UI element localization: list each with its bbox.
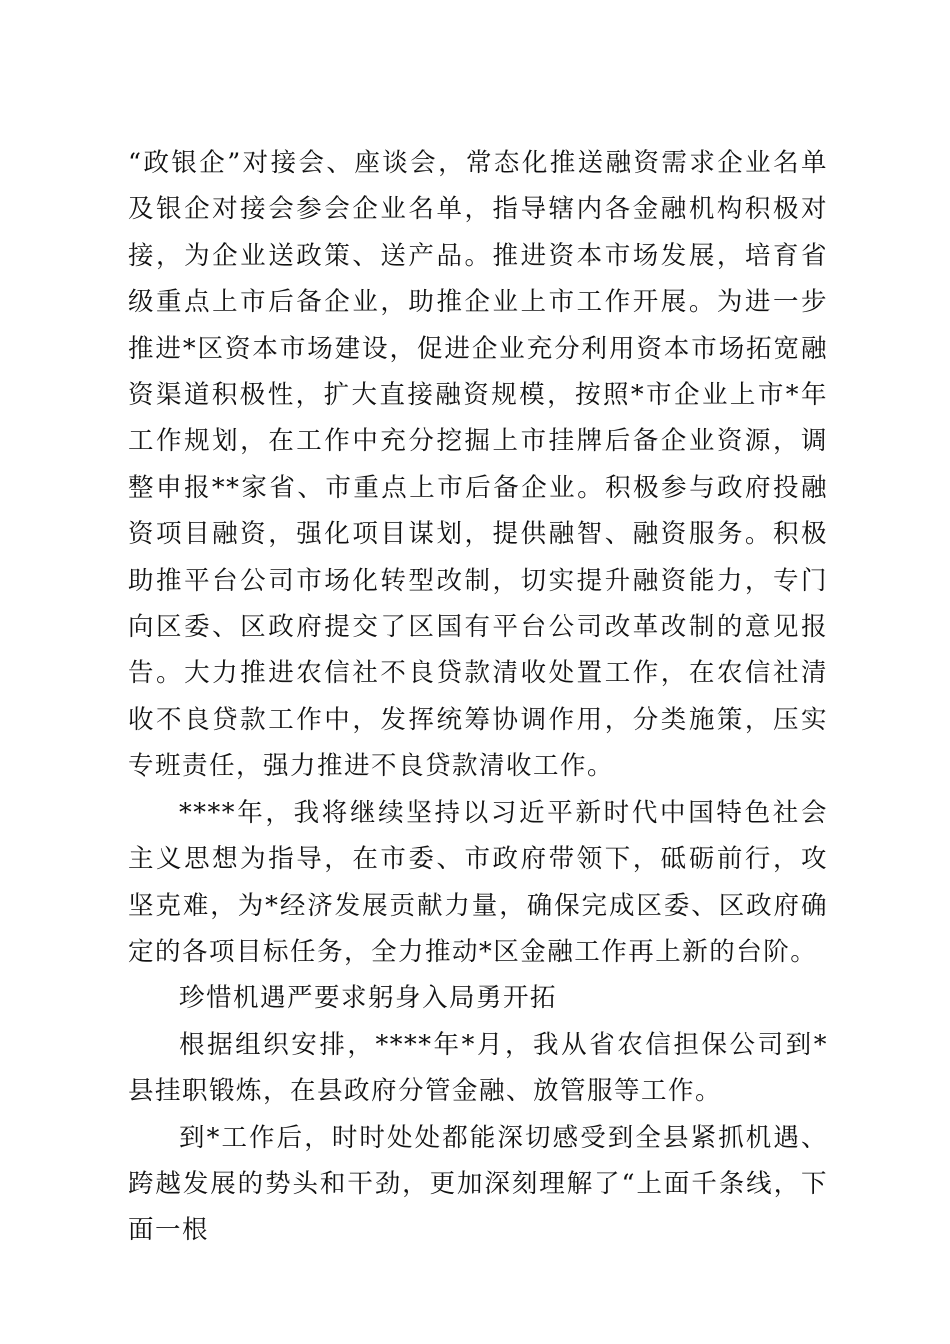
section-heading: 珍惜机遇严要求躬身入局勇开拓	[179, 983, 558, 1014]
document-body	[128, 140, 828, 1254]
paragraph-assignment: 根据组织安排，****年*月，我从省农信担保公司到*县挂职锻炼，在县政府分管金融、放管服等工作。	[128, 1029, 828, 1107]
paragraph-experience: 到*工作后，时时处处都能深切感受到全县紧抓机遇、跨越发展的势头和干劲，更加深刻理解了“上面千条线，下面一根	[128, 1122, 828, 1246]
paragraph-continued: “政银企”对接会、座谈会，常态化推送融资需求企业名单及银企对接会参会企业名单，指导辖内各金融机构积极对接，为企业送政策、送产品。推进资本市场发展，培育省级重点上市后备企业，助推企业上市工作开展。为进一步推进*区资本市场建设，促进企业充分利用资本市场拓宽融资渠道积极性，扩大直接融资规模，按照*市企业上市*年工作规划，在工作中充分挖掘上市挂牌后备企业资源，调整申报**家省、市重点上市后备企业。积极参与政府投融资项目融资，强化项目谋划，提供融智、融资服务。积极助推平台公司市场化转型改制，切实提升融资能力，专门向区委、区政府提交了区国有平台公司改革改制的意见报告。大力推进农信社不良贷款清收处置工作，在农信社清收不良贷款工作中，发挥统筹协调作用，分类施策，压实专班责任，强力推进不良贷款清收工作。	[128, 148, 828, 782]
paragraph-outlook: ****年，我将继续坚持以习近平新时代中国特色社会主义思想为指导，在市委、市政府带领下，砥砺前行，攻坚克难，为*经济发展贡献力量，确保完成区委、区政府确定的各项目标任务，全力推动*区金融工作再上新的台阶。	[128, 797, 828, 967]
